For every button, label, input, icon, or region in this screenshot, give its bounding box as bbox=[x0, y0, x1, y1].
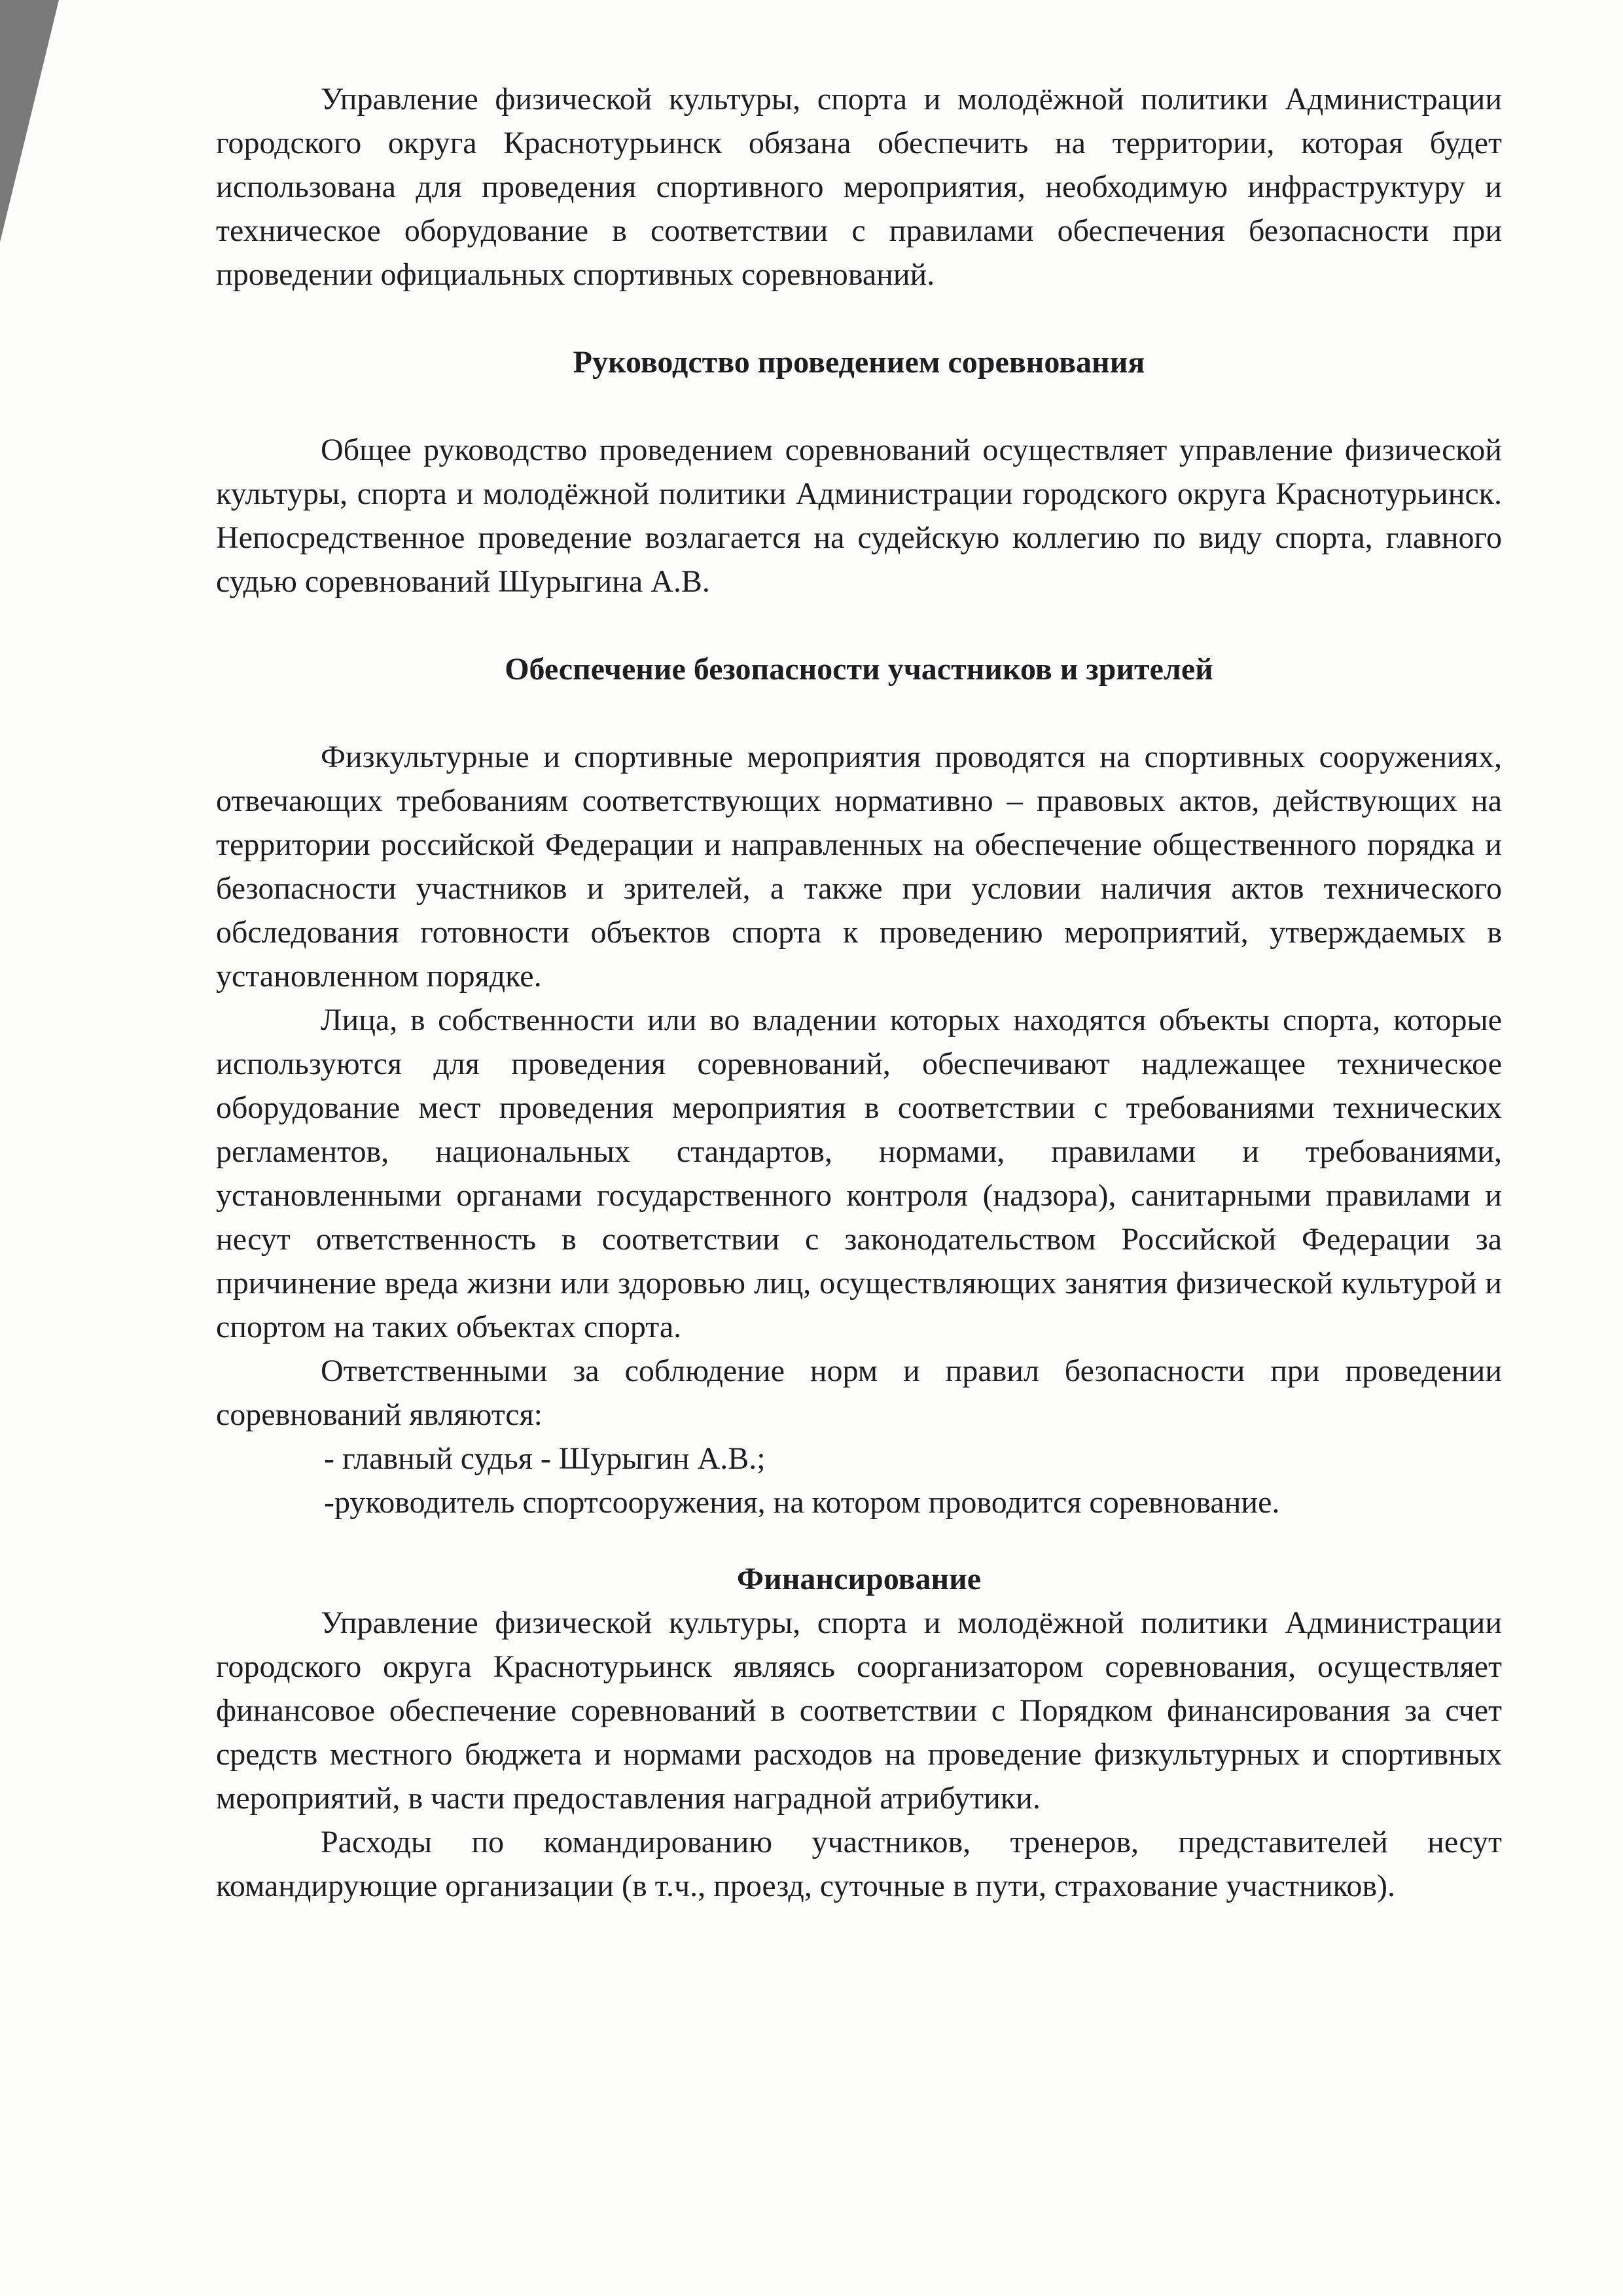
spacer bbox=[216, 603, 1502, 647]
spacer bbox=[216, 384, 1502, 428]
paragraph-management: Общее руководство проведением соревнований осуществляет управление физической культуры, спорта и молодёжной политики Администрации городского округа Краснотурьинск. Непосредственное проведение возлагается на судейскую коллегию по виду спорта, главного судью соревнований Шурыгина А.В. bbox=[216, 433, 1502, 599]
paragraph-safety-3: Ответственными за соблюдение норм и правил безопасности при проведении соревнований являются: bbox=[216, 1354, 1502, 1432]
paragraph-finance-2: Расходы по командированию участников, тренеров, представителей несут командирующие организации (в т.ч., проезд, суточные в пути, страхование участников). bbox=[216, 1825, 1502, 1903]
paragraph-finance-1: Управление физической культуры, спорта и молодёжной политики Администрации городского округа Краснотурьинск являясь соорганизатором соревнования, осуществляет финансовое обеспечение соревнований в соответствии с Порядком финансирования за счет средств местного бюджета и нормами расходов на проведение физкультурных и спортивных мероприятий, в части предоставления наградной атрибутики. bbox=[216, 1605, 1502, 1816]
heading-safety: Обеспечение безопасности участников и зрителей bbox=[505, 652, 1213, 687]
spacer bbox=[216, 296, 1502, 340]
spacer bbox=[216, 1524, 1502, 1557]
list-item-chief-judge: - главный судья - Шурыгин А.В.; bbox=[324, 1441, 766, 1476]
heading-finance: Финансирование bbox=[736, 1562, 982, 1596]
document-page bbox=[216, 77, 1502, 1908]
paragraph-safety-2: Лица, в собственности или во владении которых находятся объекты спорта, которые используются для проведения соревнований, обеспечивают надлежащее техническое оборудование мест проведения мероприятия в соответствии с требованиями технических регламентов, национальных стандартов, нормами, правилами и требованиями, установленными органами государственного контроля (надзора), санитарными правилами и несут ответственность в соответствии с законодательством Российской Федерации за причинение вреда жизни или здоровью лиц, осуществляющих занятия физической культурой и спортом на таких объектах спорта. bbox=[216, 1003, 1502, 1344]
scan-corner-fold bbox=[0, 0, 59, 242]
spacer bbox=[216, 691, 1502, 735]
list-item-facility-head: -руководитель спортсооружения, на котором проводится соревнование. bbox=[324, 1485, 1280, 1520]
paragraph-infrastructure: Управление физической культуры, спорта и молодёжной политики Администрации городского округа Краснотурьинск обязана обеспечить на территории, которая будет использована для проведения спортивного мероприятия, необходимую инфраструктуру и техническое оборудование в соответствии с правилами обеспечения безопасности при проведении официальных спортивных соревнований. bbox=[216, 82, 1502, 292]
paragraph-safety-1: Физкультурные и спортивные мероприятия проводятся на спортивных сооружениях, отвечающих требованиям соответствующих нормативно – правовых актов, действующих на территории российской Федерации и направленных на обеспечение общественного порядка и безопасности участников и зрителей, а также при условии наличия актов технического обследования готовности объектов спорта к проведению мероприятий, утверждаемых в установленном порядке. bbox=[216, 740, 1502, 994]
heading-management: Руководство проведением соревнования bbox=[573, 345, 1145, 380]
